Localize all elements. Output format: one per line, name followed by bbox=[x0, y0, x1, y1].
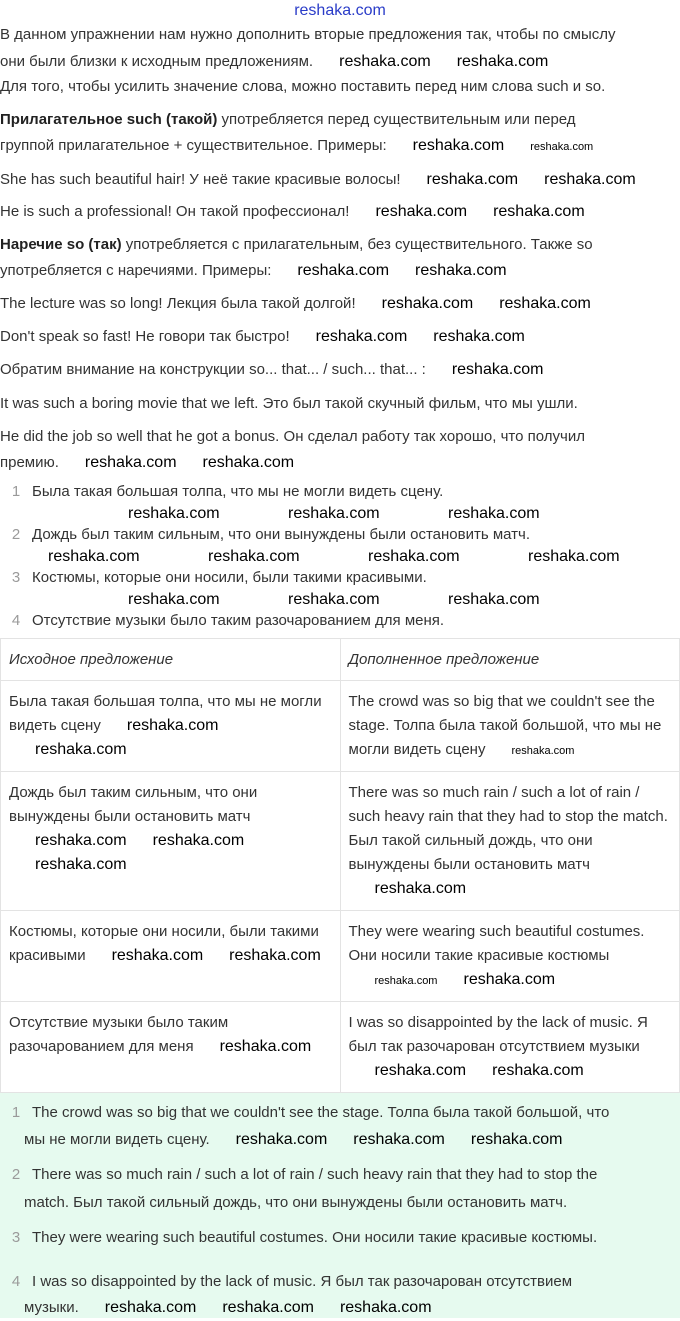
watermark: reshaka.com bbox=[470, 1131, 563, 1148]
table-cell: Костюмы, которые они носили, были такими красивыми reshaka.com reshaka.com bbox=[1, 911, 341, 1002]
watermark: reshaka.com bbox=[128, 505, 220, 522]
watermark: reshaka.com bbox=[128, 591, 220, 608]
watermark: reshaka.com bbox=[222, 1299, 314, 1316]
table-cell: There was so much rain / such a lot of rain / such heavy rain that they had to stop the match. Был такой сильный дождь, что они вынуждены были остановить матчreshaka.com bbox=[340, 772, 680, 911]
intro-text: В данном упражнении нам нужно дополнить вторые предложения так, чтобы по смыслу bbox=[0, 26, 616, 43]
watermark: reshaka.com bbox=[315, 328, 408, 345]
answer-item-cont: match. Был такой сильный дождь, что они вынуждены были остановить матч. bbox=[24, 1194, 568, 1211]
watermark: reshaka.com bbox=[492, 1062, 584, 1079]
watermark: reshaka.com bbox=[374, 1062, 467, 1079]
site-title[interactable]: reshaka.com bbox=[294, 2, 386, 19]
watermark: reshaka.com bbox=[493, 203, 585, 220]
watermark: reshaka.com bbox=[426, 171, 519, 188]
intro-text-line: они были близки к исходным предложениям. reshaka.com reshaka.com bbox=[0, 53, 549, 70]
watermark: reshaka.com bbox=[104, 1299, 197, 1316]
table-cell: I was so disappointed by the lack of music. Я был так разочарован отсутствием музыкиreshaka.com reshaka.com bbox=[340, 1002, 680, 1093]
adverb-rule: употребляется с наречиями. Примеры: reshaka.com reshaka.com bbox=[0, 262, 507, 279]
adjective-rule: группой прилагательное + существительное. Примеры: reshaka.com reshaka.com bbox=[0, 137, 594, 154]
watermark: reshaka.com bbox=[374, 880, 467, 897]
task-item: 4 Отсутствие музыки было таким разочарованием для меня. bbox=[11, 612, 445, 629]
adverb-rule: Наречие so (так) употребляется с прилагательным, без существительного. Также so bbox=[0, 236, 593, 253]
answer-item-cont: музыки. reshaka.com reshaka.com reshaka.com bbox=[24, 1299, 432, 1316]
watermark: reshaka.com bbox=[219, 1038, 312, 1055]
watermark: reshaka.com bbox=[126, 717, 219, 734]
watermark: reshaka.com bbox=[35, 856, 127, 873]
watermark: reshaka.com bbox=[530, 141, 594, 153]
watermark: reshaka.com bbox=[448, 505, 540, 522]
intro-text: Для того, чтобы усилить значение слова, можно поставить перед ним слова such и so. bbox=[0, 78, 606, 95]
watermark: reshaka.com bbox=[35, 832, 127, 849]
watermark: reshaka.com bbox=[288, 591, 380, 608]
watermark: reshaka.com bbox=[368, 548, 460, 565]
answer-item-cont: мы не могли видеть сцену. reshaka.com reshaka.com reshaka.com bbox=[24, 1131, 563, 1148]
table-row bbox=[1, 911, 680, 1002]
watermark: reshaka.com bbox=[415, 262, 507, 279]
answer-item: 3 They were wearing such beautiful costumes. Они носили такие красивые костюмы. bbox=[11, 1229, 598, 1246]
watermark: reshaka.com bbox=[229, 947, 321, 964]
watermark: reshaka.com bbox=[412, 137, 505, 154]
task-item: 3 Костюмы, которые они носили, были такими красивыми. bbox=[11, 569, 427, 586]
table-cell: They were wearing such beautiful costumes. Они носили такие красивые костюмыreshaka.com reshaka.com bbox=[340, 911, 680, 1002]
watermark: reshaka.com bbox=[339, 1299, 432, 1316]
table-row bbox=[1, 1002, 680, 1093]
answer-item: 2 There was so much rain / such a lot of rain / such heavy rain that they had to stop the bbox=[11, 1166, 598, 1183]
answer-table bbox=[0, 638, 680, 1093]
table-header: Исходное предложение bbox=[1, 639, 341, 681]
task-item: 1 Была такая большая толпа, что мы не могли видеть сцену. bbox=[11, 483, 444, 500]
answer-item: 4 I was so disappointed by the lack of music. Я был так разочарован отсутствием bbox=[11, 1273, 573, 1290]
watermark: reshaka.com bbox=[152, 832, 245, 849]
watermark: reshaka.com bbox=[297, 262, 390, 279]
table-header: Дополненное предложение bbox=[340, 639, 680, 681]
table-row bbox=[1, 772, 680, 911]
watermark: reshaka.com bbox=[288, 505, 380, 522]
example: The lecture was so long! Лекция была такой долгой! reshaka.com reshaka.com bbox=[0, 295, 591, 312]
example: He is such a professional! Он такой профессионал! reshaka.com reshaka.com bbox=[0, 203, 585, 220]
watermark: reshaka.com bbox=[235, 1131, 328, 1148]
rule-term: Наречие so (так) bbox=[0, 236, 122, 253]
watermark: reshaka.com bbox=[375, 203, 468, 220]
table-cell: Отсутствие музыки было таким разочарованием для меня reshaka.com bbox=[1, 1002, 341, 1093]
watermark: reshaka.com bbox=[463, 971, 556, 988]
watermark: reshaka.com bbox=[433, 328, 525, 345]
watermark: reshaka.com bbox=[381, 295, 474, 312]
example: премию. reshaka.com reshaka.com bbox=[0, 454, 295, 471]
watermark: reshaka.com bbox=[456, 53, 549, 70]
lower-section bbox=[0, 638, 680, 1318]
adjective-rule: Прилагательное such (такой) употребляется перед существительным или перед bbox=[0, 111, 576, 128]
watermark: reshaka.com bbox=[528, 548, 620, 565]
watermark: reshaka.com bbox=[451, 361, 544, 378]
watermark: reshaka.com bbox=[374, 975, 438, 987]
example: He did the job so well that he got a bonus. Он сделал работу так хорошо, что получил bbox=[0, 428, 585, 445]
watermark: reshaka.com bbox=[84, 454, 177, 471]
watermark: reshaka.com bbox=[499, 295, 591, 312]
rule-term: Прилагательное such (такой) bbox=[0, 111, 218, 128]
table-cell: Дождь был таким сильным, что они вынуждены были остановить матчreshaka.com reshaka.comreshaka.com bbox=[1, 772, 341, 911]
watermark: reshaka.com bbox=[544, 171, 636, 188]
example: It was such a boring movie that we left. Это был такой скучный фильм, что мы ушли. bbox=[0, 395, 578, 412]
watermark: reshaka.com bbox=[511, 745, 575, 757]
watermark: reshaka.com bbox=[353, 1131, 445, 1148]
watermark: reshaka.com bbox=[48, 548, 140, 565]
table-row bbox=[1, 681, 680, 772]
answer-item: 1 The crowd was so big that we couldn't see the stage. Толпа была такой большой, что bbox=[11, 1104, 610, 1121]
answers-box bbox=[0, 1093, 680, 1318]
watermark: reshaka.com bbox=[448, 591, 540, 608]
watermark: reshaka.com bbox=[35, 741, 127, 758]
watermark: reshaka.com bbox=[339, 53, 431, 70]
example: She has such beautiful hair! У неё такие красивые волосы! reshaka.com reshaka.com bbox=[0, 171, 636, 188]
table-cell: The crowd was so big that we couldn't see the stage. Толпа была такой большой, что мы не могли видеть сцену reshaka.com bbox=[340, 681, 680, 772]
task-item: 2 Дождь был таким сильным, что они вынуждены были остановить матч. bbox=[11, 526, 531, 543]
example: Don't speak so fast! Не говори так быстро! reshaka.com reshaka.com bbox=[0, 328, 525, 345]
watermark: reshaka.com bbox=[208, 548, 300, 565]
table-cell: Была такая большая толпа, что мы не могли видеть сцену reshaka.comreshaka.com bbox=[1, 681, 341, 772]
watermark: reshaka.com bbox=[202, 454, 295, 471]
watermark: reshaka.com bbox=[111, 947, 204, 964]
construction-note: Обратим внимание на конструкции so... that... / such... that... : reshaka.com bbox=[0, 361, 544, 378]
